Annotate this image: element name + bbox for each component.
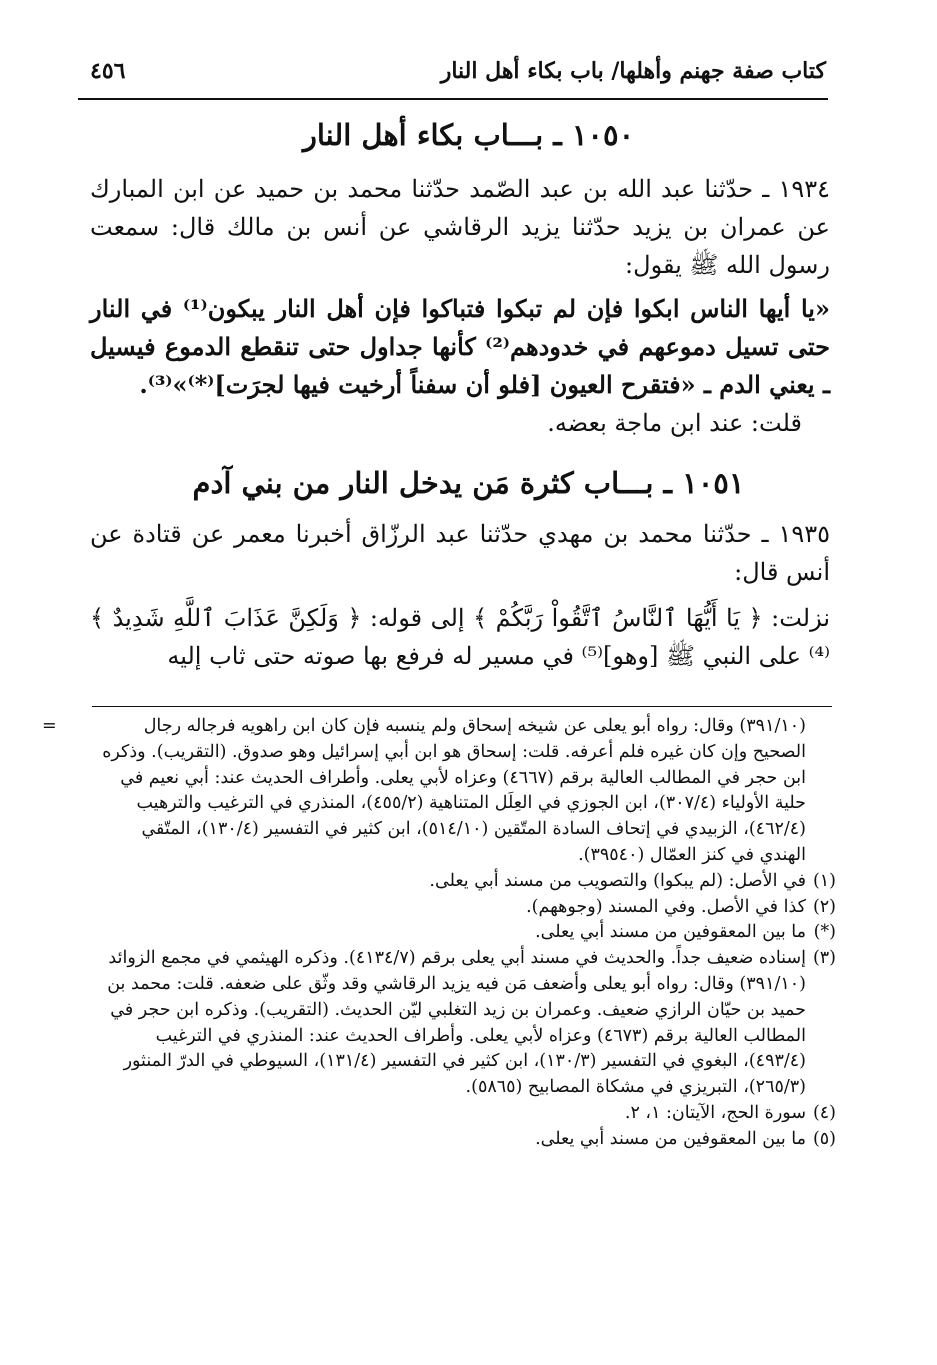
hadith-1935-matn: نزلت: ﴿ يَا أَيُّهَا ٱلنَّاسُ ٱتَّقُواْ رَبَّكُمْ ﴾ إلى قوله: ﴿ وَلَكِنَّ عَذَابَ ٱللَّهِ شَدِيدٌ ﴾⁽⁴⁾ على النبي ﷺ [وهو]⁽⁵⁾ في مسير له فرفع بها صوته حتى ثاب إليه [90,604,830,670]
footnote-label: (٤) [812,1102,836,1123]
footnote-continuation-text: (٣٩١/١٠) وقال: رواه أبو يعلى عن شيخه إسحاق ولم ينسبه فإن كان ابن راهويه فرجاله رجال الصحيح وإن كان غيره فلم أعرفه. قلت: إسحاق هو ابن أبي إسرائيل وهو صدوق. (التقريب). وذكره ابن حجر في المطالب العالية برقم (٤٦٦٧) وعزاه لأبي يعلى. وأطراف الحديث عند: أبي نعيم في حلية الأولياء (٣٠٧/٤)، ابن الجوزي في العِلَل المتناهية (٤٥٥/٢)، المنذري في الترغيب والترهيب (٤٦٢/٤)، الزبيدي في إتحاف السادة المتّقين (٥١٤/١٠)، ابن كثير في التفسير (١٣٠/٤)، المتّقي الهندي في كنز العمّال (٣٩٥٤٠). [102,716,806,865]
footnotes [42,714,836,1153]
footnote-label: (*) [813,922,836,943]
chapter-title-1051: ١٠٥١ ـ بـــاب كثرة مَن يدخل النار من بني آدم [192,466,745,500]
footnote-text: سورة الحج، الآيتان: ١، ٢. [624,1102,806,1123]
footnote-label: (١) [812,870,836,891]
running-header [78,58,826,98]
footnote-5 [92,1127,836,1153]
footnote-label: (٣) [812,948,836,969]
hadith-1934-comment: قلت: عند ابن ماجة بعضه. [547,409,802,437]
footnote-text: ما بين المعقوفين من مسند أبي يعلى. [535,1128,806,1149]
footnote-text: إسناده ضعيف جداً. والحديث في مسند أبي يعلى برقم (٤١٣٤/٧). وذكره الهيثمي في مجمع الزوائد (٣٩١/١٠) وقال: رواه أبو يعلى وأضعف مَن فيه يزيد الرقاشي وقد وثّق على ضعفه. قلت: محمد بن حميد بن حيّان الرازي ضعيف. وعمران بن زيد التغلبي ليّن الحديث. (التقريب). وذكره ابن حجر في المطالب العالية برقم (٤٦٧٣) وعزاه لأبي يعلى. وأطراف الحديث عند: المنذري في الترغيب (٤٩٣/٤)، البغوي في التفسير (١٣٠/٣)، ابن كثير في التفسير (١٣١/٤)، السيوطي في الدرّ المنثور (٢٦٥/٣)، التبريزي في مشكاة المصابيح (٥٨٦٥). [107,948,806,1098]
footnote-label: (٥) [812,1128,836,1149]
footnote-continuation [42,714,836,869]
footnote-1 [92,869,836,895]
continuation-mark: = [42,716,57,736]
footnote-label: (٢) [812,896,836,917]
footnote-2 [92,895,836,921]
footnote-text: في الأصل: (لم يبكوا) والتصويب من مسند أبي يعلى. [429,870,806,891]
footnote-3 [92,946,836,1101]
footnote-star [92,920,836,946]
header-rule [78,98,828,100]
hadith-1934-matn: «يا أيها الناس ابكوا فإن لم تبكوا فتباكوا فإن أهل النار يبكون⁽¹⁾ في النار حتى تسيل دموعهم في خدودهم⁽²⁾ كأنها جداول حتى تنقطع الدموع فيسيل ـ يعني الدم ـ «فتقرح العيون [فلو أن سفناً أرخيت فيها لجرَت]⁽*⁾»⁽³⁾. [90,294,830,399]
footnote-separator [92,706,832,707]
running-header-title: كتاب صفة جهنم وأهلها/ باب بكاء أهل النار [440,58,826,84]
hadith-1934-isnad: ١٩٣٤ ـ حدّثنا عبد الله بن عبد الصّمد حدّثنا محمد بن حميد عن ابن المبارك عن عمران بن يزيد حدّثنا يزيد الرقاشي عن أنس بن مالك قال: سمعت رسول الله ﷺ يقول: [90,175,830,279]
hadith-1934 [90,170,830,442]
hadith-1935 [90,515,830,675]
chapter-title-1050: ١٠٥٠ ـ بـــاب بكاء أهل النار [302,118,635,152]
footnote-text: ما بين المعقوفين من مسند أبي يعلى. [535,922,806,943]
page-number: ٤٥٦ [90,58,126,84]
hadith-1935-isnad: ١٩٣٥ ـ حدّثنا محمد بن مهدي حدّثنا عبد الرزّاق أخبرنا معمر عن قتادة عن أنس قال: [90,520,831,586]
footnote-4 [92,1101,836,1127]
footnote-text: كذا في الأصل. وفي المسند (وجوههم). [526,896,806,917]
